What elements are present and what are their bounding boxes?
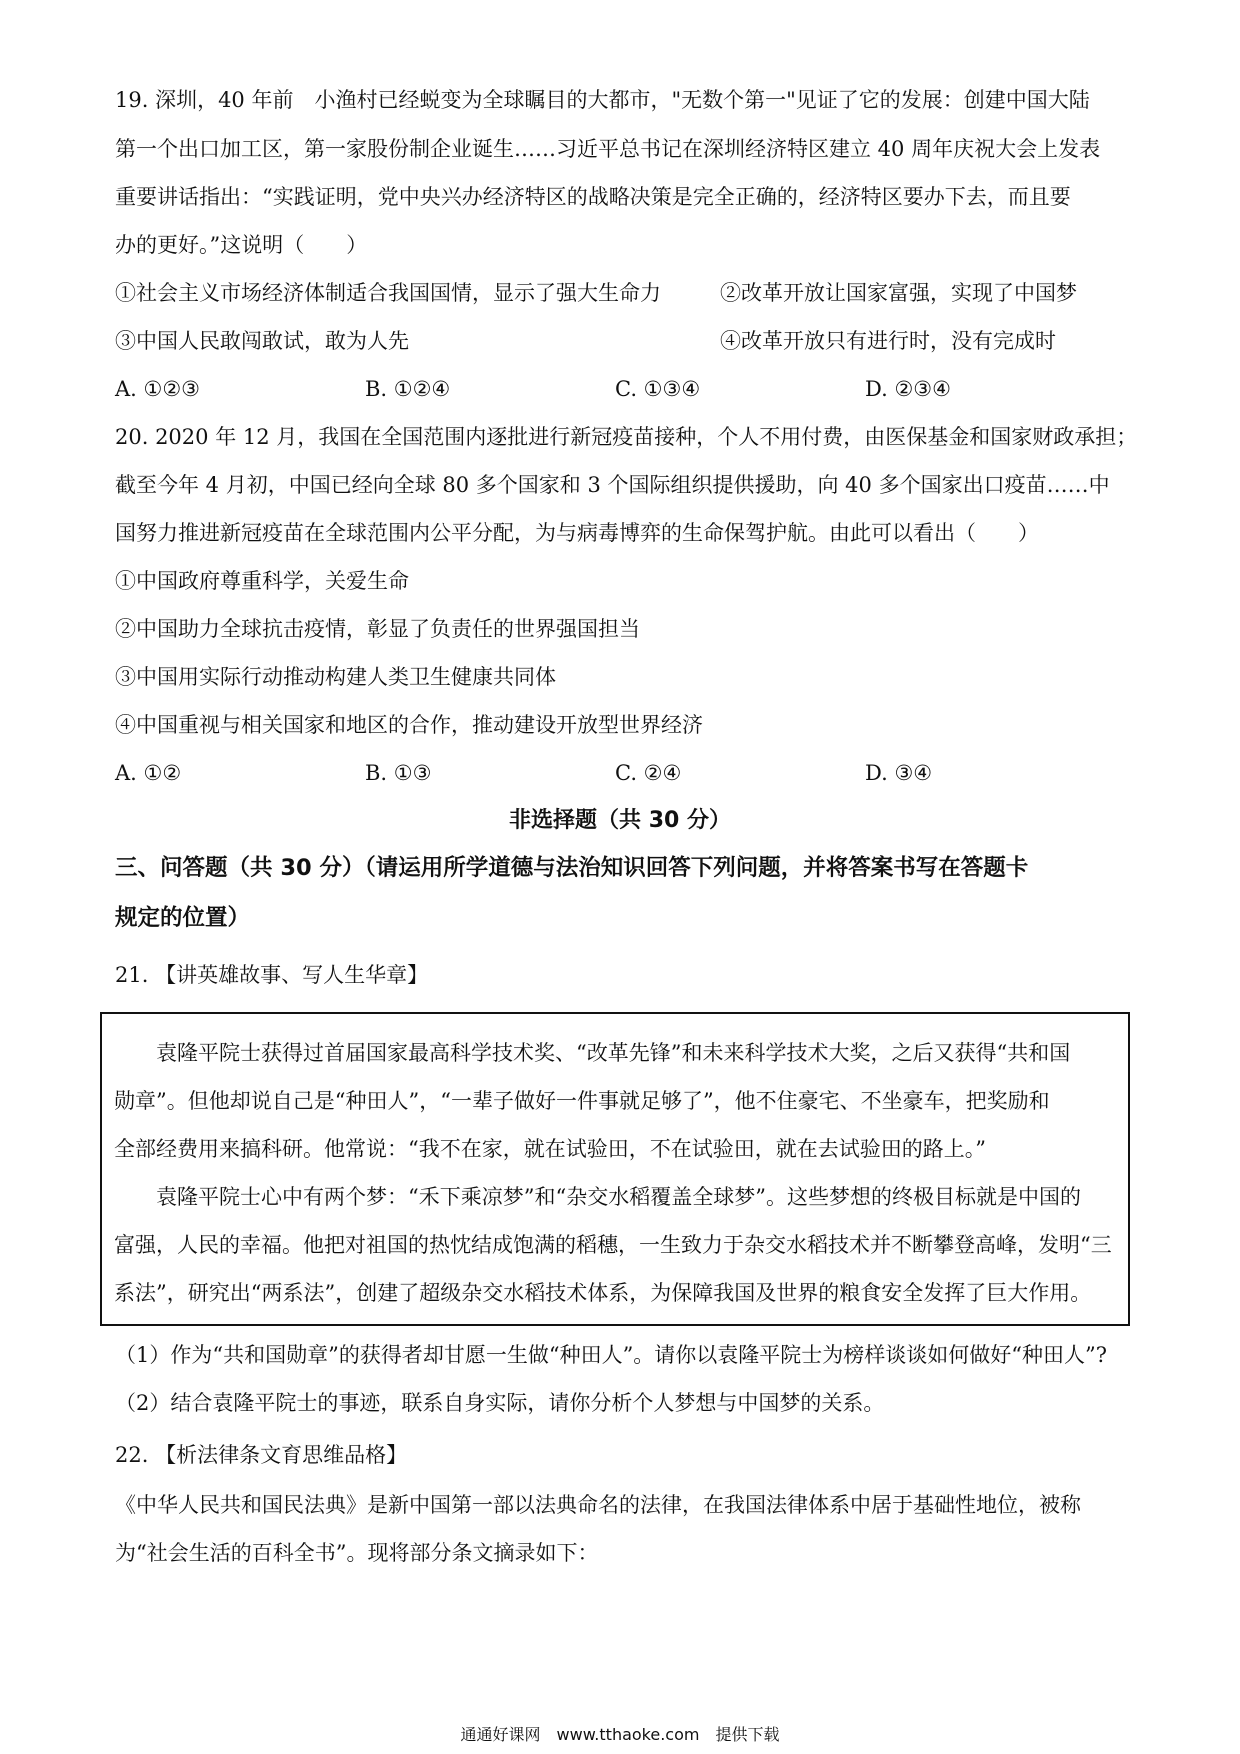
q19-option-b: B. ①②④ [365,377,451,401]
q21-material-line-2: 勋章”。但他却说自己是“种田人”，“一辈子做好一件事就足够了”，他不住豪宅、不坐豪车，把奖励和 [114,1089,1050,1113]
q22-line-1: 《中华人民共和国民法典》是新中国第一部以法典命名的法律，在我国法律体系中居于基础性地位，被称 [115,1493,1081,1517]
q19-option-c: C. ①③④ [615,377,701,401]
q20-statement-3: ③中国用实际行动推动构建人类卫生健康共同体 [115,665,556,689]
q19-statement-4: ④改革开放只有进行时，没有完成时 [720,329,1056,353]
q20-statement-1: ①中国政府尊重科学，关爱生命 [115,569,409,593]
q19-line-4: 办的更好。”这说明（ ） [115,233,368,257]
q19-statement-1: ①社会主义市场经济体制适合我国国情，显示了强大生命力 [115,281,661,305]
section-title: 非选择题（共 30 分） [509,808,731,833]
q19-statement-3: ③中国人民敢闯敢试，敢为人先 [115,329,409,353]
footer-watermark: 通通好课网 www.tthaoke.com 提供下载 [460,1725,780,1744]
q21-material-line-5: 富强，人民的幸福。他把对祖国的热忱结成饱满的稻穗，一生致力于杂交水稻技术并不断攀登高峰，发明“三 [114,1233,1112,1257]
q20-line-2: 截至今年 4 月初，中国已经向全球 80 多个国家和 3 个国际组织提供援助，向 40 多个国家出口疫苗……中 [115,473,1110,497]
q19-statement-row-1 [115,278,1125,308]
part3-heading-line-2: 规定的位置） [115,905,251,931]
q20-option-b: B. ①③ [365,761,432,785]
q20-statement-2: ②中国助力全球抗击疫情，彰显了负责任的世界强国担当 [115,617,640,641]
q19-line-3: 重要讲话指出：“实践证明，党中央兴办经济特区的战略决策是完全正确的，经济特区要办下去，而且要 [115,185,1071,209]
q20-option-a: A. ①② [115,761,182,785]
part3-heading-line-1: 三、问答题（共 30 分）（请运用所学道德与法治知识回答下列问题，并将答案书写在答题卡 [115,855,1029,881]
q21-material-line-4: 袁隆平院士心中有两个梦：“禾下乘凉梦”和“杂交水稻覆盖全球梦”。这些梦想的终极目标就是中国的 [114,1185,1081,1209]
q22-title: 22. 【析法律条文育思维品格】 [115,1443,408,1467]
q21-material-line-1: 袁隆平院士获得过首届国家最高科学技术奖、“改革先锋”和未来科学技术大奖，之后又获得“共和国 [114,1041,1071,1065]
q19-line-1: 19. 深圳，40 年前 小渔村已经蜕变为全球瞩目的大都市，"无数个第一"见证了它的发展：创建中国大陆 [115,88,1090,112]
q19-option-a: A. ①②③ [115,377,200,401]
q19-option-d: D. ②③④ [865,377,951,401]
q19-options [115,374,1125,404]
q21-material-line-6: 系法”，研究出“两系法”，创建了超级杂交水稻技术体系，为保障我国及世界的粮食安全发挥了巨大作用。 [114,1281,1092,1305]
q19-statement-row-2 [115,326,1125,356]
q21-subquestion-2: （2）结合袁隆平院士的事迹，联系自身实际，请你分析个人梦想与中国梦的关系。 [115,1391,885,1415]
q21-material-line-3: 全部经费用来搞科研。他常说：“我不在家，就在试验田，不在试验田，就在去试验田的路上。” [114,1137,986,1161]
q19-line-2: 第一个出口加工区，第一家股份制企业诞生……习近平总书记在深圳经济特区建立 40 周年庆祝大会上发表 [115,137,1101,161]
q22-line-2: 为“社会生活的百科全书”。现将部分条文摘录如下： [115,1541,599,1565]
q20-line-1: 20. 2020 年 12 月，我国在全国范围内逐批进行新冠疫苗接种，个人不用付费，由医保基金和国家财政承担； [115,425,1138,449]
q21-title: 21. 【讲英雄故事、写人生华章】 [115,963,429,987]
q20-line-3: 国努力推进新冠疫苗在全球范围内公平分配，为与病毒博弈的生命保驾护航。由此可以看出（ ） [115,521,1039,545]
q21-material-box [100,1012,1130,1326]
q20-option-c: C. ②④ [615,761,682,785]
q21-subquestion-1: （1）作为“共和国勋章”的获得者却甘愿一生做“种田人”。请你以袁隆平院士为榜样谈谈如何做好“种田人”? [115,1343,1108,1367]
q20-option-d: D. ③④ [865,761,933,785]
q20-options [115,758,1125,788]
q19-statement-2: ②改革开放让国家富强，实现了中国梦 [720,281,1077,305]
q20-statement-4: ④中国重视与相关国家和地区的合作，推动建设开放型世界经济 [115,713,703,737]
